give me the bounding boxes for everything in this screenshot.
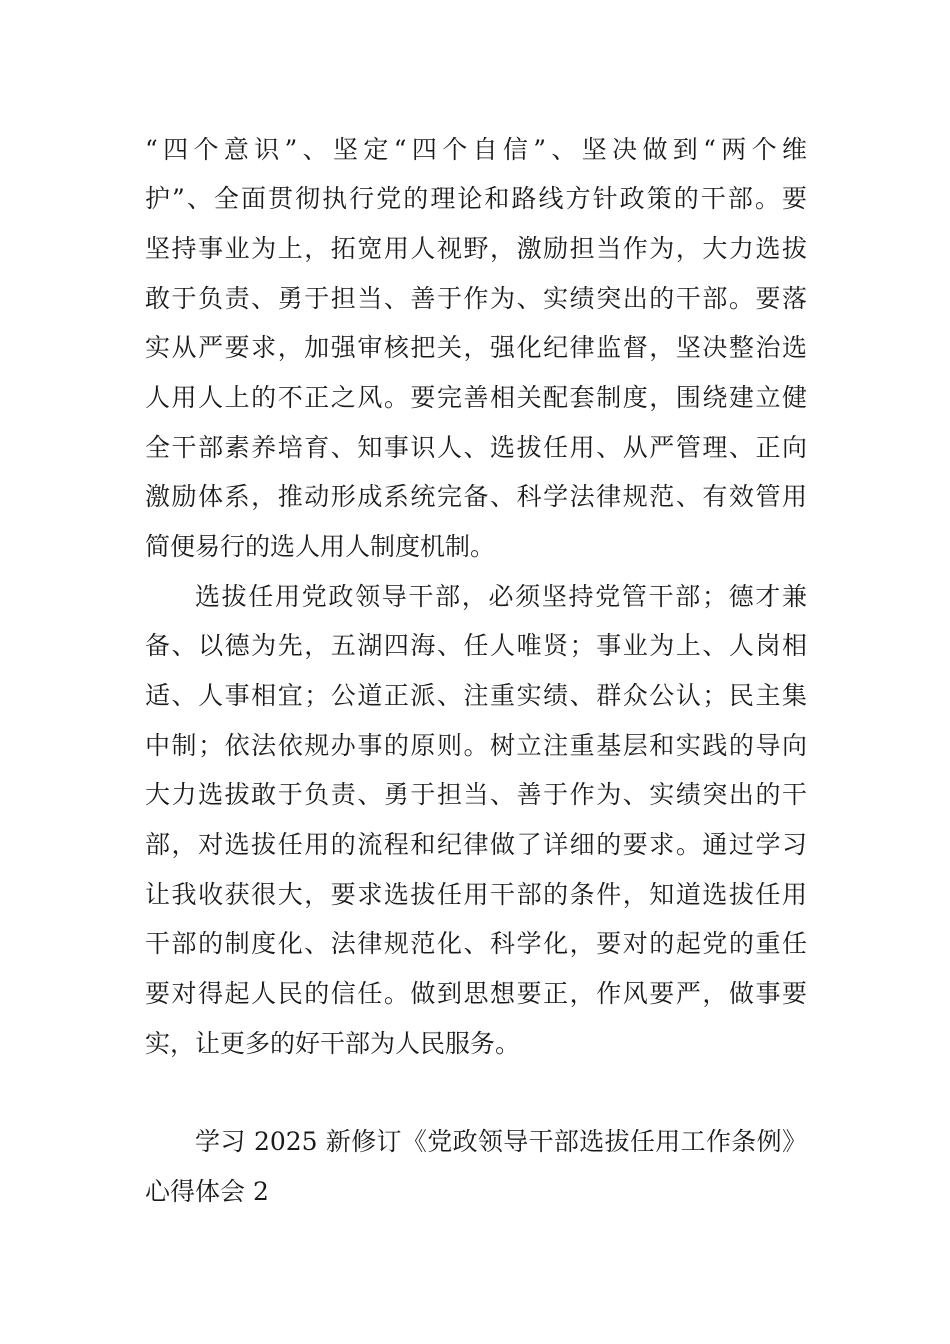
- paragraph-2-line-8: 干部的制度化、法律规范化、科学化，要对的起党的重任: [145, 929, 807, 958]
- section-heading-line-2: 心得体会 2: [145, 1177, 269, 1206]
- paragraph-2-line-5: 大力选拔敢于负责、勇于担当、善于作为、实绩突出的干: [145, 780, 807, 809]
- paragraph-1-line-3: 坚持事业为上，拓宽用人视野，激励担当作为，大力选拔: [145, 234, 807, 263]
- section-heading-line-1: 学习 2025 新修订《党政领导干部选拔任用工作条例》: [195, 1127, 807, 1156]
- paragraph-1-line-1: “四个意识”、坚定“四个自信”、坚决做到“两个维: [145, 135, 807, 164]
- paragraph-1-line-2: 护”、全面贯彻执行党的理论和路线方针政策的干部。要: [145, 184, 807, 213]
- paragraph-2-line-9: 要对得起人民的信任。做到思想要正，作风要严，做事要: [145, 979, 807, 1008]
- paragraph-2-line-2: 备、以德为先，五湖四海、任人唯贤；事业为上、人岗相: [145, 631, 807, 660]
- paragraph-1-line-8: 激励体系，推动形成系统完备、科学法律规范、有效管用: [145, 482, 807, 511]
- paragraph-2-line-1: 选拔任用党政领导干部，必须坚持党管干部；德才兼: [195, 582, 807, 611]
- paragraph-1-line-7: 全干部素养培育、知事识人、选拔任用、从严管理、正向: [145, 433, 807, 462]
- paragraph-1-line-5: 实从严要求，加强审核把关，强化纪律监督，坚决整治选: [145, 333, 807, 362]
- paragraph-2-line-4: 中制；依法依规办事的原则。树立注重基层和实践的导向: [145, 731, 807, 760]
- paragraph-2-line-7: 让我收获很大，要求选拔任用干部的条件，知道选拔任用: [145, 880, 807, 909]
- paragraph-1-line-6: 人用人上的不正之风。要完善相关配套制度，围绕建立健: [145, 383, 807, 412]
- paragraph-1-line-9: 简便易行的选人用人制度机制。: [145, 532, 496, 561]
- paragraph-1-line-4: 敢于负责、勇于担当、善于作为、实绩突出的干部。要落: [145, 284, 807, 313]
- paragraph-2-line-10: 实，让更多的好干部为人民服务。: [145, 1029, 521, 1058]
- paragraph-2-line-3: 适、人事相宜；公道正派、注重实绩、群众公认；民主集: [145, 681, 807, 710]
- paragraph-2-line-6: 部，对选拔任用的流程和纪律做了详细的要求。通过学习: [145, 830, 807, 859]
